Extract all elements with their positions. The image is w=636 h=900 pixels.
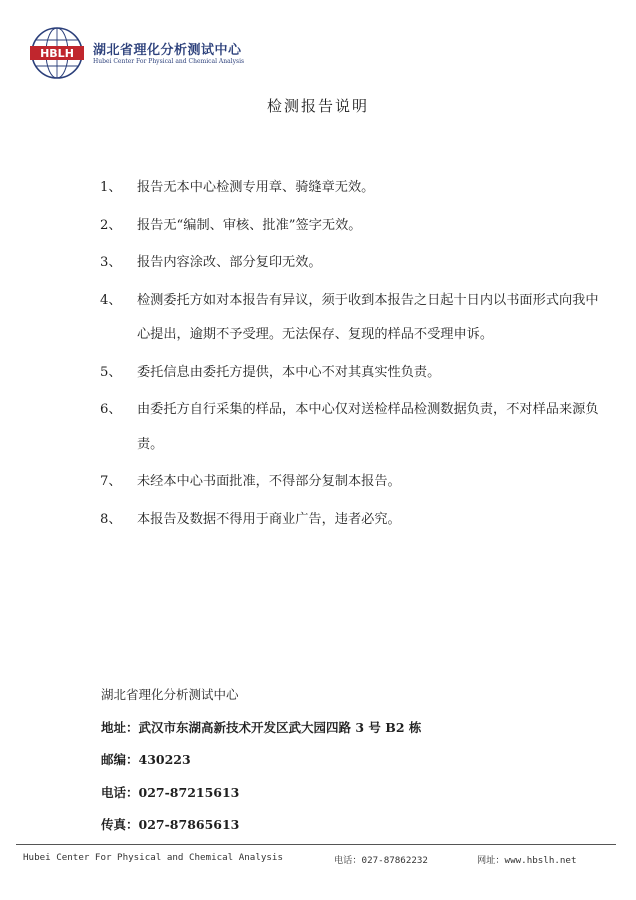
postcode-value: 430223	[138, 752, 191, 767]
address-label: 地址：	[101, 719, 139, 735]
item-text: 由委托方自行采集的样品，本中心仅对送检样品检测数据负责，不对样品来源负责。	[137, 402, 599, 452]
hblh-logo-icon	[30, 26, 84, 80]
item-text: 报告无本中心检测专用章、骑缝章无效。	[137, 180, 375, 195]
list-item	[100, 393, 600, 462]
list-item	[100, 171, 600, 206]
item-number: 7、	[100, 474, 122, 489]
list-item	[100, 209, 600, 244]
item-number: 5、	[100, 364, 122, 380]
letterhead	[30, 26, 430, 80]
page-title: 检测报告说明	[266, 97, 369, 115]
postcode-label: 邮编：	[101, 752, 139, 767]
footer-divider	[16, 844, 616, 845]
footer-org-en: Hubei Center For Physical and Chemical Analysis	[23, 852, 283, 863]
item-number: 6、	[100, 402, 122, 417]
fax-value: 027-87865613	[138, 817, 240, 832]
footer-phone: 电话：027-87862232	[334, 855, 428, 866]
item-text: 本报告及数据不得用于商业广告，违者必究。	[137, 511, 401, 527]
contact-postcode	[101, 747, 581, 773]
contact-address	[101, 715, 581, 741]
svg-text:HBLH: HBLH	[40, 47, 74, 60]
item-number: 3、	[100, 255, 122, 270]
notice-list	[100, 171, 600, 540]
list-item	[100, 356, 600, 391]
item-text: 报告无“编制、审核、批准”签字无效。	[137, 217, 362, 233]
org-name-en: Hubei Center For Physical and Chemical Analysis	[93, 58, 245, 65]
fax-label: 传真：	[101, 817, 139, 832]
phone-value: 027-87215613	[138, 784, 240, 800]
address-value: 武汉市东湖高新技术开发区武大园四路 3 号 B2 栋	[138, 719, 422, 735]
footer-website: 网址：www.hbslh.net	[477, 855, 577, 866]
item-text: 未经本中心书面批准，不得部分复制本报告。	[137, 474, 401, 489]
list-item	[100, 284, 600, 353]
list-item	[100, 246, 600, 281]
item-text: 报告内容涂改、部分复印无效。	[137, 255, 322, 270]
item-number: 8、	[100, 511, 122, 527]
contact-fax	[101, 812, 581, 838]
contact-phone	[101, 780, 581, 806]
item-text: 检测委托方如对本报告有异议，须于收到本报告之日起十日内以书面形式向我中心提出，逾期不予受理。无法保存、复现的样品不受理申诉。	[137, 292, 599, 342]
item-number: 1、	[100, 180, 122, 195]
phone-label: 电话：	[101, 784, 139, 800]
item-text: 委托信息由委托方提供，本中心不对其真实性负责。	[137, 364, 441, 380]
item-number: 2、	[100, 217, 122, 233]
item-number: 4、	[100, 292, 122, 308]
org-name-cn: 湖北省理化分析测试中心	[93, 43, 242, 58]
list-item	[100, 465, 600, 500]
contact-block	[101, 682, 581, 845]
contact-org-name: 湖北省理化分析测试中心	[101, 687, 239, 702]
list-item	[100, 503, 600, 538]
